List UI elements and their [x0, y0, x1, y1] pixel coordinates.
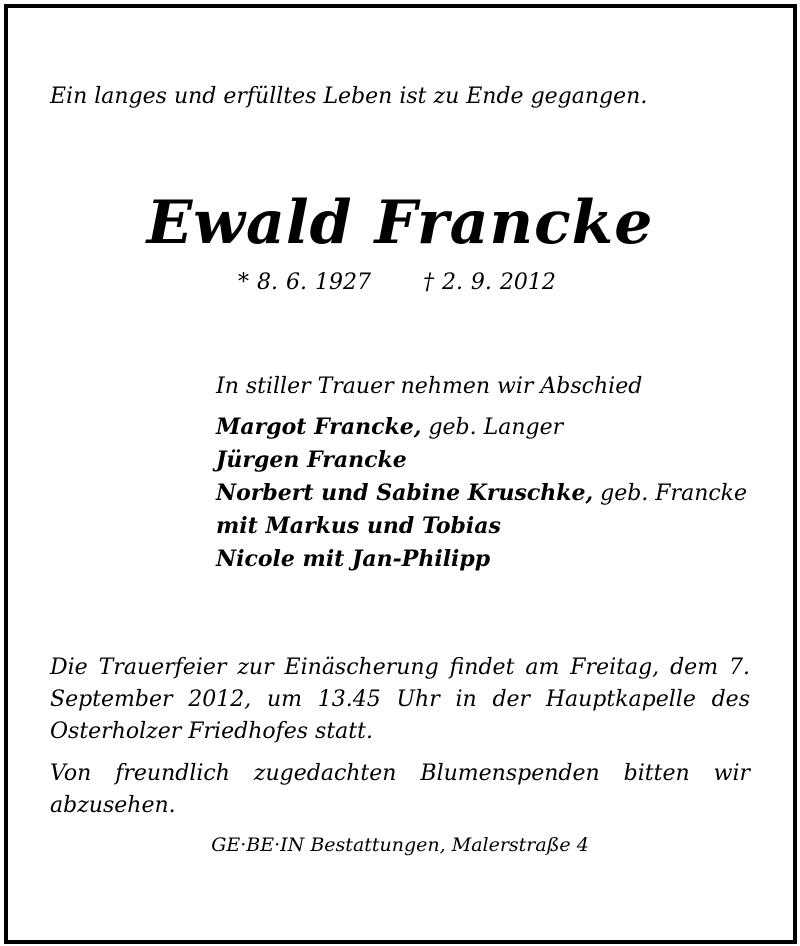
birth-date: * 8. 6. 1927 — [238, 270, 371, 295]
family-member — [216, 414, 563, 440]
family-member-name: mit Markus und Tobias — [216, 513, 501, 539]
ceremony-paragraph: Die Trauerfeier zur Einäscherung findet am Freitag, dem 7. September 2012, um 13.45 Uhr in der Hauptkapelle des Osterholzer Friedhofes statt. — [50, 655, 750, 744]
family-member — [216, 447, 407, 473]
deceased-name: Ewald Francke — [146, 188, 654, 258]
family-member-name: Norbert und Sabine Kruschke, — [216, 480, 594, 506]
family-member-name: Margot Francke, — [216, 414, 422, 440]
family-member — [216, 480, 747, 506]
life-dates — [238, 270, 556, 295]
death-date: † 2. 9. 2012 — [422, 270, 556, 295]
mourning-line: In stiller Trauer nehmen wir Abschied — [216, 374, 643, 399]
family-member — [216, 546, 490, 572]
family-member-name: Jürgen Francke — [216, 447, 407, 473]
family-member-name: Nicole mit Jan-Philipp — [216, 546, 491, 572]
intro-text: Ein langes und erfülltes Leben ist zu Ende gegangen. — [50, 84, 648, 109]
family-member — [216, 513, 501, 539]
undertaker-line: GE·BE·IN Bestattungen, Malerstraße 4 — [211, 834, 589, 856]
family-member-suffix: geb. Langer — [421, 415, 564, 440]
family-member-suffix: geb. Francke — [593, 481, 748, 506]
flowers-paragraph: Von freundlich zugedachten Blumenspenden bitten wir abzusehen. — [50, 761, 750, 818]
